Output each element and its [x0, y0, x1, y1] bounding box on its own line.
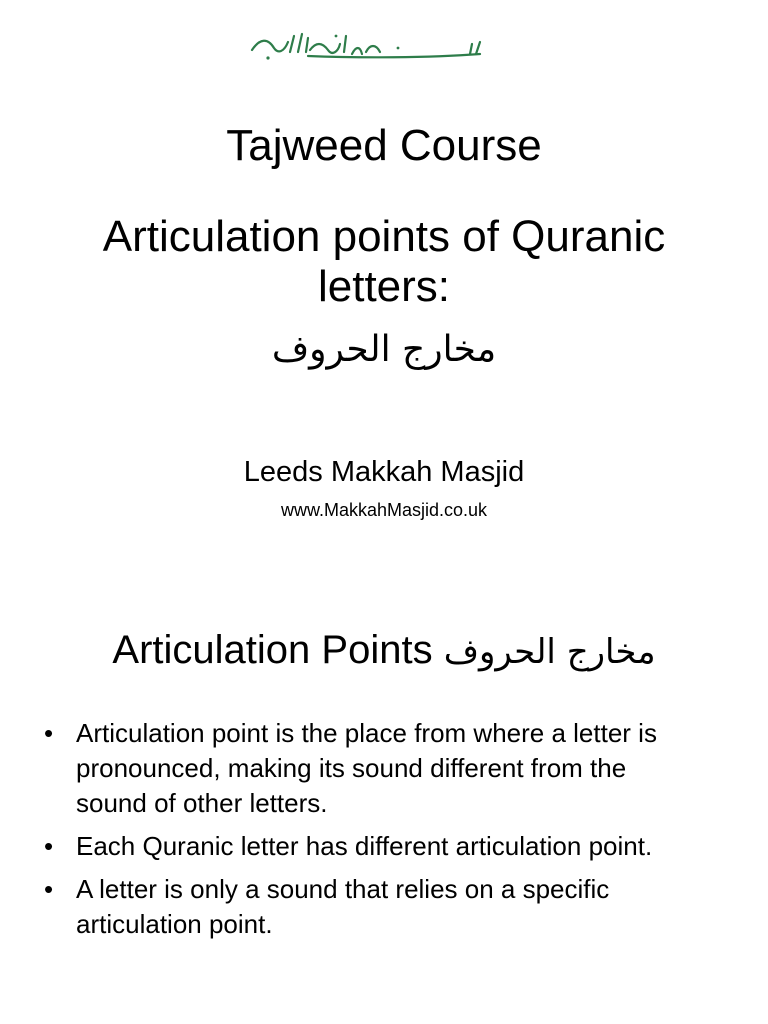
- slide-title: [0, 622, 768, 680]
- slide-title-arabic: مخارج الحروف: [443, 632, 656, 672]
- bullet-icon: •: [44, 718, 54, 748]
- bullet-icon: •: [44, 831, 54, 861]
- bullet-item: [40, 872, 700, 942]
- bullet-text: Each Quranic letter has different articulation point.: [76, 831, 653, 861]
- organization-name: Leeds Makkah Masjid: [243, 456, 525, 488]
- arabic-subtitle: مخارج الحروف: [271, 329, 497, 370]
- bullet-text: Articulation point is the place from where a letter is pronounced, making its sound different from the sound of other letters.: [76, 718, 657, 818]
- organization-website: www.MakkahMasjid.co.uk: [280, 500, 488, 520]
- course-title: Tajweed Course: [226, 121, 542, 170]
- articulation-points-slide: [0, 590, 768, 1024]
- course-subtitle: Articulation points of Quranic letters:: [102, 212, 666, 311]
- bullet-item: [40, 716, 700, 821]
- bullet-list: [40, 716, 700, 950]
- slide-title-english: Articulation Points: [112, 628, 433, 672]
- bullet-icon: •: [44, 874, 54, 904]
- bullet-text: A letter is only a sound that relies on a specific articulation point.: [76, 874, 610, 939]
- bullet-item: [40, 829, 700, 864]
- bismillah-calligraphy-icon: [248, 28, 486, 64]
